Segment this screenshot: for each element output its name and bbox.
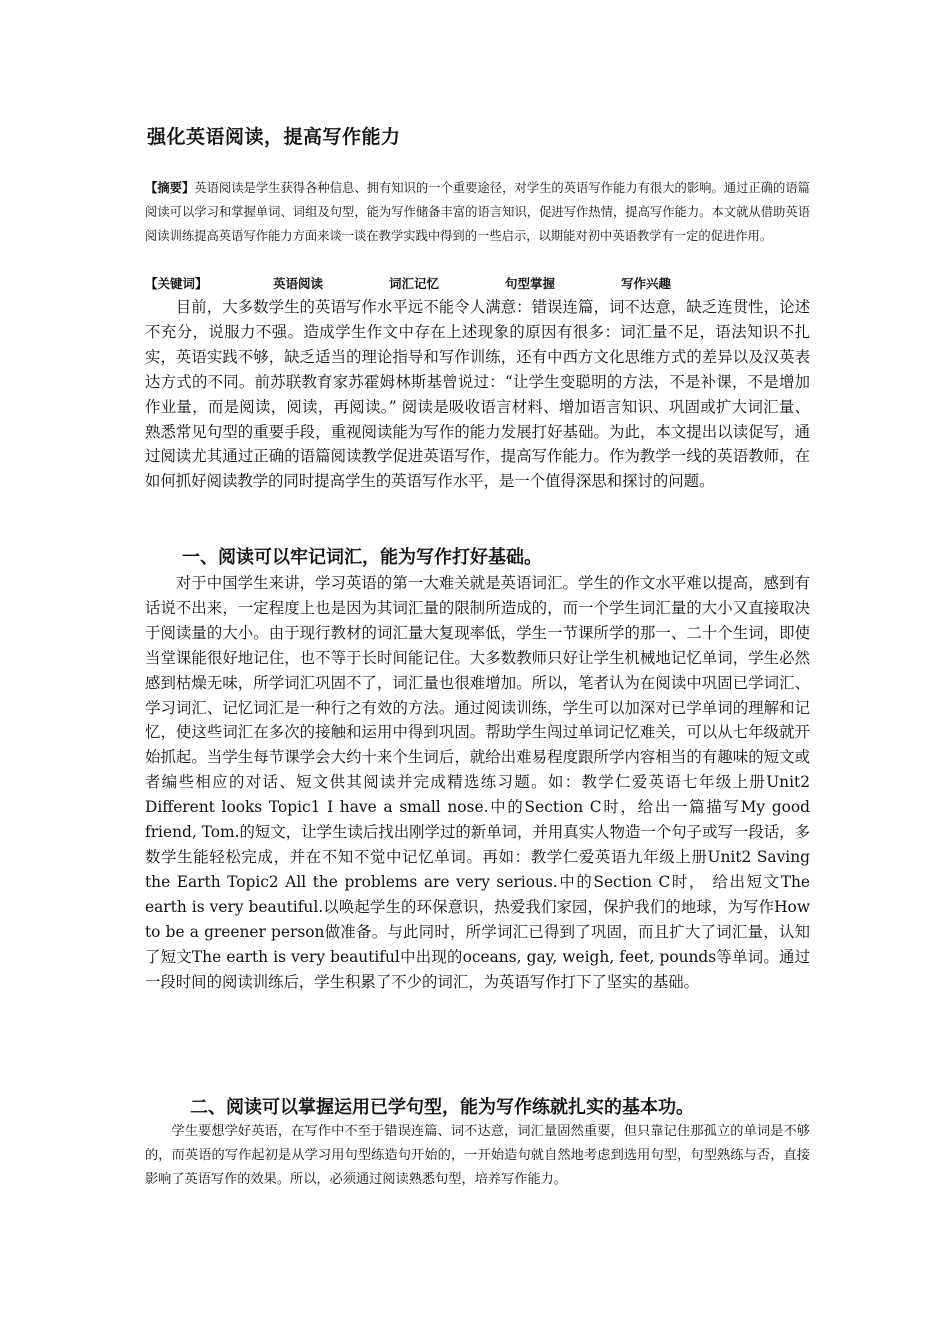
- keywords-row: [145, 274, 810, 292]
- section-1-paragraph: 对于中国学生来讲，学习英语的第一大难关就是英语词汇。学生的作文水平难以提高，感到有话说不出来，一定程度上也是因为其词汇量的限制所造成的，而一个学生词汇量的大小又直接取决于阅读量的大小。由于现行教材的词汇量大复现率低，学生一节课所学的那一、二十个生词，即使当堂课能很好地记住，也不等于长时间能记住。大多数教师只好让学生机械地记忆单词，学生必然感到枯燥无味，所学词汇巩固不了，词汇量也很难增加。所以，笔者认为在阅读中巩固已学词汇、学习词汇、记忆词汇是一种行之有效的方法。通过阅读训练，学生可以加深对已学单词的理解和记忆，使这些词汇在多次的接触和运用中得到巩固。帮助学生闯过单词记忆难关，可以从七年级就开始抓起。当学生每节课学会大约十来个生词后，就给出难易程度跟所学内容相当的有趣味的短文或者编些相应的对话、短文供其阅读并完成精选练习题。如：教学仁爱英语七年级上册Unit2 Different looks Topic1 I have a small nose.中的Section C时，给出一篇描写My good friend, Tom.的短文，让学生读后找出刚学过的新单词，并用真实人物造一个句子或写一段话，多数学生能轻松完成，并在不知不觉中记忆单词。再如：教学仁爱英语九年级上册Unit2 Saving the Earth Topic2 All the problems are very serious.中的Section C时， 给出短文The earth is very beautiful.以唤起学生的环保意识，热爱我们家园，保护我们的地球，为写作How to be a greener person做准备。与此同时，所学词汇已得到了巩固，而且扩大了词汇量，认知了短文The earth is very beautiful中出现的oceans, gay, weigh, feet, pounds等单词。通过一段时间的阅读训练后，学生积累了不少的词汇，为英语写作打下了坚实的基础。: [145, 574, 810, 991]
- keyword-item: 句型掌握: [505, 276, 556, 291]
- abstract-text: 英语阅读是学生获得各种信息、拥有知识的一个重要途径，对学生的英语写作能力有很大的影响。通过正确的语篇阅读可以学习和掌握单词、词组及句型，能为写作储备丰富的语言知识，促进写作热情，提高写作能力。本文就从借助英语阅读训练提高英语写作能力方面来谈一谈在教学实践中得到的一些启示，以期能对初中英语教学有一定的促进作用。: [145, 181, 810, 243]
- abstract-label: 【摘要】: [145, 180, 195, 195]
- keyword-item: 写作兴趣: [621, 276, 672, 291]
- section-2-paragraph: 学生要想学好英语，在写作中不至于错误连篇、词不达意，词汇量固然重要，但只靠记住那孤立的单词是不够的，而英语的写作起初是从学习用句型练造句开始的，一开始造句就自然地考虑到选用句型，句型熟练与否，直接影响了英语写作的效果。所以，必须通过阅读熟悉句型，培养写作能力。: [145, 1124, 810, 1188]
- intro-paragraph: 目前，大多数学生的英语写作水平远不能令人满意：错误连篇，词不达意，缺乏连贯性，论述不充分，说服力不强。造成学生作文中存在上述现象的原因有很多：词汇量不足，语法知识不扎实，英语实践不够，缺乏适当的理论指导和写作训练，还有中西方文化思维方式的差异以及汉英表达方式的不同。前苏联教育家苏霍姆林斯基曾说过：“让学生变聪明的方法，不是补课，不是增加作业量，而是阅读，阅读，再阅读。” 阅读是吸收语言材料、增加语言知识、巩固或扩大词汇量、熟悉常见句型的重要手段，重视阅读能为写作的能力发展打好基础。为此，本文提出以读促写，通过阅读尤其通过正确的语篇阅读教学促进英语写作，提高写作能力。作为教学一线的英语教师，在如何抓好阅读教学的同时提高学生的英语写作水平，是一个值得深思和探讨的问题。: [145, 298, 810, 491]
- section-2-heading: 二、阅读可以掌握运用已学句型，能为写作练就扎实的基本功。: [190, 1097, 694, 1118]
- keyword-item: 词汇记忆: [389, 276, 440, 291]
- keywords-label: 【关键词】: [145, 276, 208, 291]
- abstract-block: [145, 176, 810, 248]
- keyword-item: 英语阅读: [273, 276, 324, 291]
- document-title: 强化英语阅读，提高写作能力: [147, 126, 401, 148]
- section-1-heading: 一、阅读可以牢记词汇，能为写作打好基础。: [182, 547, 542, 568]
